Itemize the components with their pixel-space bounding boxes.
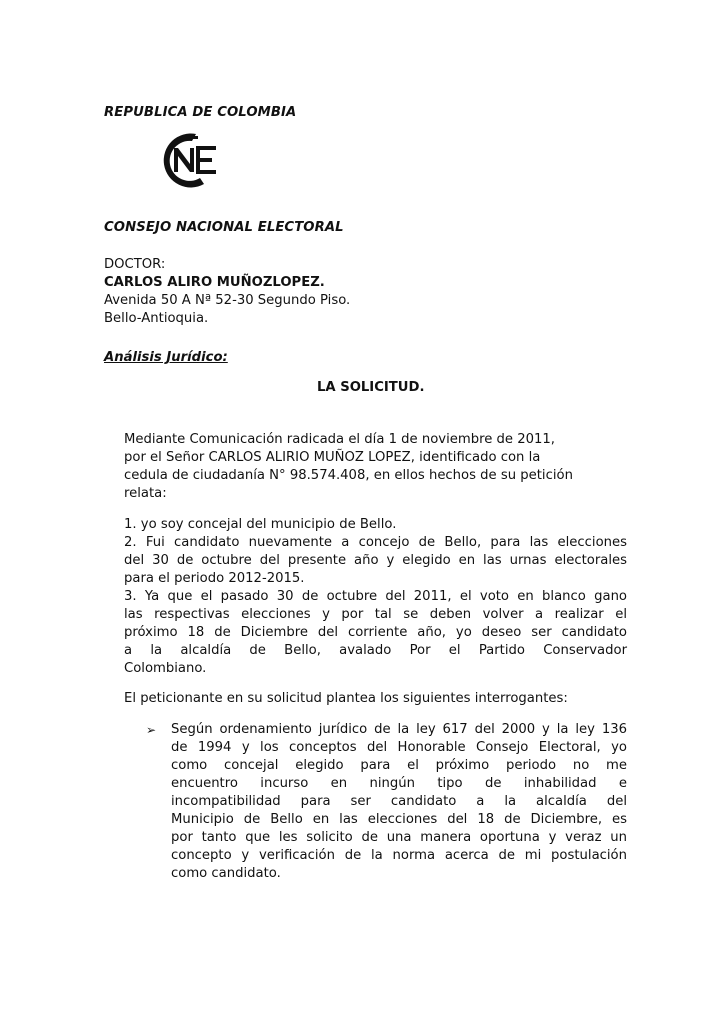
paragraph-line: por el Señor CARLOS ALIRIO MUÑOZ LOPEZ, identificado con la [124,450,541,465]
bullet-line: concepto y verificación de la norma acerca de mi postulación [171,848,627,863]
cne-logo [156,128,230,192]
fact-item-line: del 30 de octubre del presente año y elegido en las urnas electorales [124,553,627,568]
analysis-title: Análisis Jurídico: [104,350,228,365]
bullet-line: Municipio de Bello en las elecciones del 18 de Diciembre, es [171,812,627,827]
institution-header: CONSEJO NACIONAL ELECTORAL [104,220,344,235]
country-header: REPUBLICA DE COLOMBIA [104,105,297,120]
salutation: DOCTOR: [104,257,166,272]
fact-item-line: próximo 18 de Diciembre del corriente año, yo deseo ser candidato [124,625,627,640]
questions-intro [124,690,627,708]
paragraph-line: cedula de ciudadanía N° 98.574.408, en ellos hechos de su petición [124,468,573,483]
recipient-block [104,256,350,328]
fact-item-line: 2. Fui candidato nuevamente a concejo de Bello, para las elecciones [124,535,627,550]
paragraph-line: relata: [124,486,167,501]
bullet-line: Según ordenamiento jurídico de la ley 617 del 2000 y la ley 136 [171,722,627,737]
address-line-2: Bello-Antioquia. [104,311,209,326]
questions-intro-text: El peticionante en su solicitud plantea los siguientes interrogantes: [124,691,568,706]
section-heading: LA SOLICITUD. [317,380,425,395]
fact-item-line: 3. Ya que el pasado 30 de octubre del 2011, el voto en blanco gano [124,589,627,604]
fact-item-line: las respectivas elecciones y por tal se deben volver a realizar el [124,607,627,622]
fact-item-line: Colombiano. [124,661,207,676]
intro-paragraph [124,431,627,503]
bullet-line: como candidato. [171,866,281,881]
recipient-name: CARLOS ALIRO MUÑOZLOPEZ. [104,275,325,290]
bullet-line: encuentro incurso en ningún tipo de inhabilidad e [171,776,627,791]
fact-item-line: a la alcaldía de Bello, avalado Por el Partido Conservador [124,643,627,658]
bullet-line: de 1994 y los conceptos del Honorable Consejo Electoral, yo [171,740,627,755]
address-line-1: Avenida 50 A Nª 52-30 Segundo Piso. [104,293,351,308]
paragraph-line: Mediante Comunicación radicada el día 1 de noviembre de 2011, [124,432,555,447]
facts-list [124,516,627,678]
bullet-line: como concejal elegido para el próximo periodo no me [171,758,627,773]
bullet-line: incompatibilidad para ser candidato a la alcaldía del [171,794,627,809]
bullet-line: por tanto que les solicito de una manera oportuna y veraz un [171,830,627,845]
bullet-text [171,721,627,883]
arrow-bullet-icon: ➢ [146,723,157,737]
fact-item-line: para el periodo 2012-2015. [124,571,305,586]
fact-item: 1. yo soy concejal del municipio de Bello. [124,517,397,532]
